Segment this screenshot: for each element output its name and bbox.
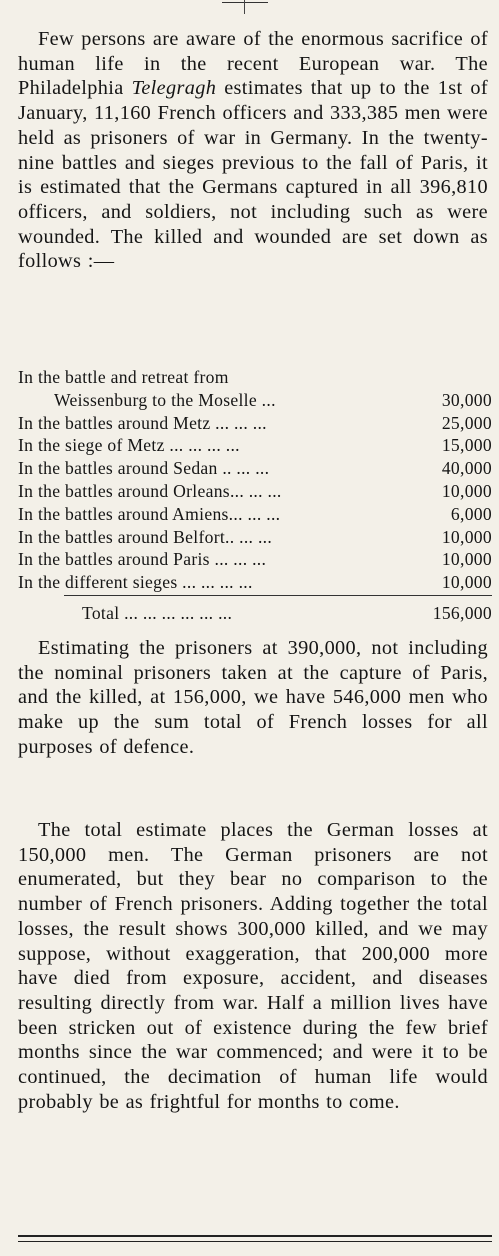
row-value: 10,000 xyxy=(441,549,492,570)
paragraph-french-losses-text: Estimating the prisoners at 390,000, not including the nominal prisoners taken at the capture of Paris, and the killed, at 156,000, we have 546,000 men who make up the sum total of French losses for all purposes of defence. xyxy=(18,637,488,758)
newspaper-name: Telegragh xyxy=(131,77,217,100)
table-row xyxy=(18,412,492,435)
paragraph-french-losses xyxy=(18,636,488,760)
row-label: In the battle and retreat from xyxy=(18,367,229,387)
total-rule xyxy=(64,595,492,596)
row-value: 10,000 xyxy=(441,480,492,501)
paragraph-german-losses-text: The total estimate places the German losses at 150,000 men. The German prisoners are not enumerated, but they bear no comparison to the number of French prisoners. Adding together the total losses, the result shows 300,000 killed, and we may suppose, without exaggeration, that 200,000 more have died from exposure, accident, and diseases resulting directly from war. Half a million lives have been stricken out of existence during the few brief months since the war commenced; and were it to be continued, the decimation of human life would probably be as frightful for months to come. xyxy=(18,819,488,1113)
row-value: 40,000 xyxy=(441,458,492,479)
table-row xyxy=(18,526,492,549)
paragraph-intro-text-b: estimates that up to the 1st of January, 11,160 French officers and 333,385 men were held as prisoners of war in Germany. In the twenty-nine battles and sieges previous to the fall of Paris, it is estimated that the Germans captured in all 396,810 officers, and soldiers, not including such as were wounded. The killed and wounded are set down as follows :— xyxy=(18,77,488,273)
row-label: In the different sieges ... ... ... ... xyxy=(18,572,253,593)
paragraph-german-losses xyxy=(18,818,488,1114)
row-value: 15,000 xyxy=(441,435,492,456)
row-value: 6,000 xyxy=(450,503,492,524)
bottom-rule xyxy=(18,1235,492,1237)
table-row xyxy=(18,389,492,412)
paragraph-intro-text-a: Few persons are aware of the enormous sacrifice of human life in the recent European war. The Philadelphia xyxy=(18,28,488,100)
paragraph-intro xyxy=(18,27,488,274)
table-row xyxy=(18,457,492,480)
row-label: In the battles around Paris ... ... ... xyxy=(18,549,267,570)
table-row xyxy=(18,548,492,571)
row-label: In the siege of Metz ... ... ... ... xyxy=(18,435,240,456)
table-row xyxy=(18,503,492,526)
table-row xyxy=(18,480,492,503)
row-value: 10,000 xyxy=(441,572,492,593)
total-value: 156,000 xyxy=(432,603,492,623)
table-row xyxy=(18,434,492,457)
row-value: 25,000 xyxy=(441,412,492,433)
row-label: Weissenburg to the Moselle ... xyxy=(54,389,276,410)
column-divider xyxy=(244,0,245,14)
losses-table xyxy=(18,366,492,594)
row-value: 30,000 xyxy=(441,389,492,410)
total-row xyxy=(18,602,492,625)
top-rule xyxy=(222,2,268,3)
row-value: 10,000 xyxy=(441,526,492,547)
table-row xyxy=(18,571,492,594)
total-label: Total ... ... ... ... ... ... xyxy=(82,603,233,623)
table-row xyxy=(18,366,492,389)
row-label: In the battles around Belfort.. ... ... xyxy=(18,526,273,547)
row-label: In the battles around Metz ... ... ... xyxy=(18,412,267,433)
row-label: In the battles around Orleans... ... ... xyxy=(18,480,282,501)
row-label: In the battles around Sedan .. ... ... xyxy=(18,458,270,479)
bottom-rule-thin xyxy=(18,1241,492,1242)
row-label: In the battles around Amiens... ... ... xyxy=(18,503,281,524)
